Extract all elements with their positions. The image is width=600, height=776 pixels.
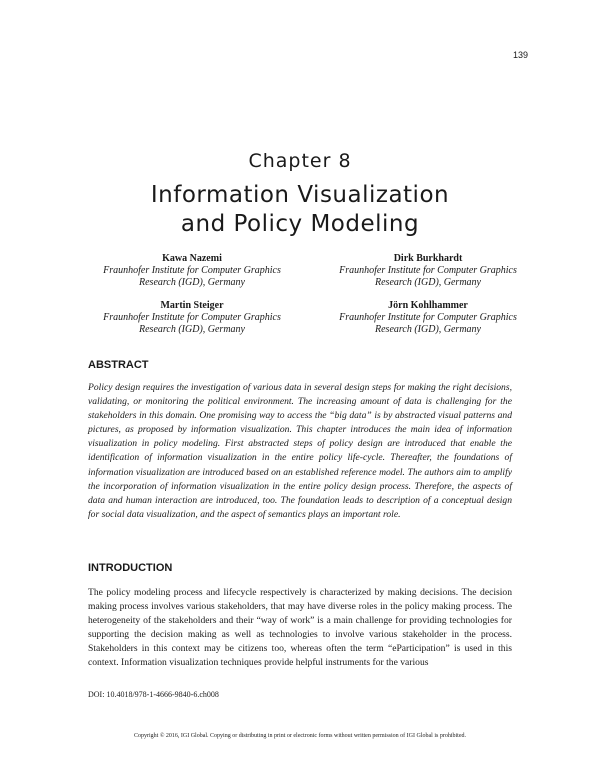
author-affiliation-line: Fraunhofer Institute for Computer Graphics <box>339 265 517 276</box>
author-affiliation-line: Research (IGD), Germany <box>139 277 245 288</box>
title-line-2: and Policy Modeling <box>180 211 420 237</box>
page-number: 139 <box>512 50 528 60</box>
author-name: Dirk Burkhardt <box>393 253 463 264</box>
author-affiliation-line: Fraunhofer Institute for Computer Graphics <box>103 265 281 276</box>
chapter-title <box>0 181 600 239</box>
author-4 <box>318 300 538 336</box>
author-name: Martin Steiger <box>160 300 224 311</box>
author-2 <box>318 253 538 289</box>
introduction-text: The policy modeling process and lifecycle respectively is characterized by making decisions. The decision making process involves various stakeholders, that may have diverse roles in the policy making process. The heterogeneity of the stakeholders and their “way of work” is a main challenge for providing technologies for supporting the decision making as well as technologies to involve various stakeholder in the process. Stakeholders in this context may be citizens too, whereas often the term “eParticipation” is used in this context. Information visualization techniques provide helpful instruments for the various <box>88 587 512 669</box>
author-affiliation-line: Research (IGD), Germany <box>375 277 481 288</box>
doi: DOI: 10.4018/978-1-4666-9840-6.ch008 <box>88 690 219 699</box>
introduction-heading: INTRODUCTION <box>88 562 173 574</box>
author-affiliation-line: Fraunhofer Institute for Computer Graphics <box>339 312 517 323</box>
author-3 <box>82 300 302 336</box>
author-1 <box>82 253 302 289</box>
author-name: Jörn Kohlhammer <box>388 300 468 311</box>
author-affiliation-line: Research (IGD), Germany <box>375 324 481 335</box>
title-line-1: Information Visualization <box>150 182 450 208</box>
chapter-label: Chapter 8 <box>248 150 352 172</box>
author-affiliation-line: Fraunhofer Institute for Computer Graphics <box>103 312 281 323</box>
copyright-notice: Copyright © 2016, IGI Global. Copying or distributing in print or electronic forms without written permission of IGI Global is prohibited. <box>133 733 466 739</box>
abstract-heading: ABSTRACT <box>88 359 149 371</box>
author-affiliation-line: Research (IGD), Germany <box>139 324 245 335</box>
abstract-text: Policy design requires the investigation of various data in several design steps for making the right decisions, validating, or monitoring the political environment. The increasing amount of data is challenging for the stakeholders in this domain. One promising way to access the “big data” is by abstracted visual patterns and pictures, as proposed by information visualization. This chapter introduces the main idea of information visualization in policy modeling. First abstracted steps of policy design are introduced that enable the identification of information visualization in the entire policy life-cycle. Thereafter, the foundations of information visualization are introduced based on an established reference model. The authors aim to amplify the incorporation of information visualization in the entire policy design process. Therefore, the aspects of data and human interaction are introduced, too. The foundation leads to description of a conceptual design for social data visualization, and the aspect of semantics plays an important role. <box>88 382 512 520</box>
author-name: Kawa Nazemi <box>162 253 222 264</box>
